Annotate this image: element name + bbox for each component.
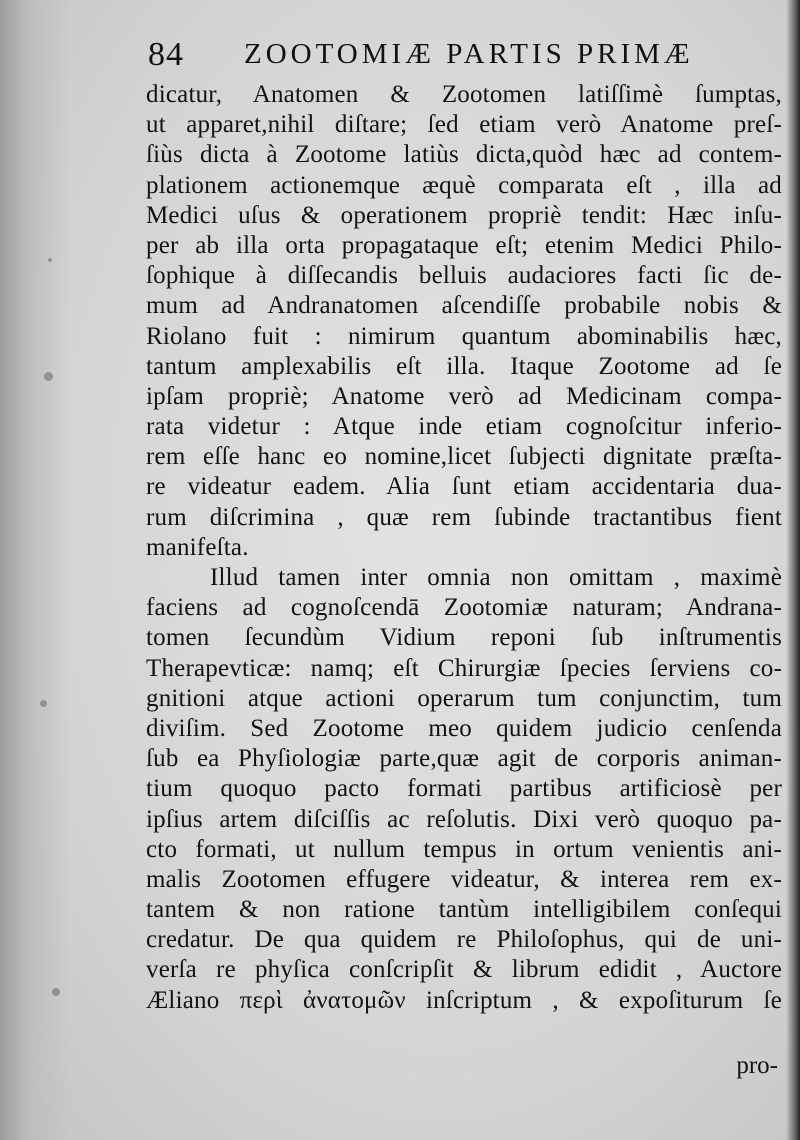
text-line: dicatur, Anatomen & Zootomen latiſſimè ſumptas, xyxy=(146,81,782,108)
text-line: ipſam propriè; Anatome verò ad Medicinam compa- xyxy=(146,382,782,410)
text-line: tantem & non ratione tantùm intelligibilem conſequi xyxy=(146,896,782,924)
text-line: per ab illa orta propagataque eſt; etenim Medici Philo- xyxy=(146,231,782,259)
catchword: pro- xyxy=(736,1052,778,1079)
body-text xyxy=(146,80,782,1016)
text-line: malis Zootomen effugere videatur, & interea rem ex- xyxy=(146,865,782,893)
page-header xyxy=(148,36,748,86)
text-line: ſub ea Phyſiologiæ parte,quæ agit de corporis animan- xyxy=(146,745,782,773)
text-line: diviſim. Sed Zootome meo quidem judicio cenſenda xyxy=(146,714,782,742)
text-line: ipſius artem diſciſſis ac reſolutis. Dixi verò quoquo pa- xyxy=(146,805,782,833)
text-line: Æliano περὶ ἀνατομῶν inſcriptum , & expoſiturum ſe xyxy=(146,986,782,1014)
text-line: ſophique à diſſecandis belluis audaciores facti ſic de- xyxy=(146,262,782,290)
text-line: plationem actionemque æquè comparata eſt , illa ad xyxy=(146,171,782,199)
text-line: manifeſta. xyxy=(146,533,249,561)
text-line: tium quoquo pacto formati partibus artificiosè per xyxy=(146,775,782,803)
text-line: Illud tamen inter omnia non omittam , maximè xyxy=(210,564,782,591)
page-edge xyxy=(786,0,800,1140)
text-line: tantum amplexabilis eſt illa. Itaque Zootome ad ſe xyxy=(146,352,782,380)
text-line: mum ad Andranatomen aſcendiſſe probabile nobis & xyxy=(146,292,782,320)
text-line: rem eſſe hanc eo nomine,licet ſubjecti dignitate præſta- xyxy=(146,443,782,471)
text-line: credatur. De qua quidem re Philoſophus, qui de uni- xyxy=(146,926,782,954)
ink-speck xyxy=(44,372,53,381)
text-line: gnitioni atque actioni operarum tum conjunctim, tum xyxy=(146,684,782,712)
gutter-shadow xyxy=(0,0,70,1140)
text-line: cto formati, ut nullum tempus in ortum venientis ani- xyxy=(146,835,782,863)
text-line: Riolano fuit : nimirum quantum abominabilis hæc, xyxy=(146,322,782,350)
ink-speck xyxy=(40,700,47,707)
text-line: rum diſcrimina , quæ rem ſubinde tractantibus fient xyxy=(146,503,782,531)
ink-speck xyxy=(48,258,52,262)
text-line: re videatur eadem. Alia ſunt etiam accidentaria dua- xyxy=(146,473,782,501)
text-line: ut apparet,nihil diſtare; ſed etiam verò Anatome preſ- xyxy=(146,111,782,139)
text-line: Therapevticæ: namq; eſt Chirurgiæ ſpecies ſerviens co- xyxy=(146,654,782,682)
page-number: 84 xyxy=(148,36,184,73)
ink-speck xyxy=(52,988,60,996)
running-head: ZOOTOMIÆ PARTIS PRIMÆ xyxy=(244,38,694,70)
text-line: tomen ſecundùm Vidium reponi ſub inſtrumentis xyxy=(146,624,782,652)
text-line: faciens ad cognoſcendā Zootomiæ naturam; Andrana- xyxy=(146,594,782,622)
text-line: rata videtur : Atque inde etiam cognoſcitur inferio- xyxy=(146,413,782,441)
text-line: Medici uſus & operationem propriè tendit: Hæc inſu- xyxy=(146,201,782,229)
text-line: ſiùs dicta à Zootome latiùs dicta,quòd hæc ad contem- xyxy=(146,141,782,169)
text-line: verſa re phyſica conſcripſit & librum edidit , Auctore xyxy=(146,956,782,984)
